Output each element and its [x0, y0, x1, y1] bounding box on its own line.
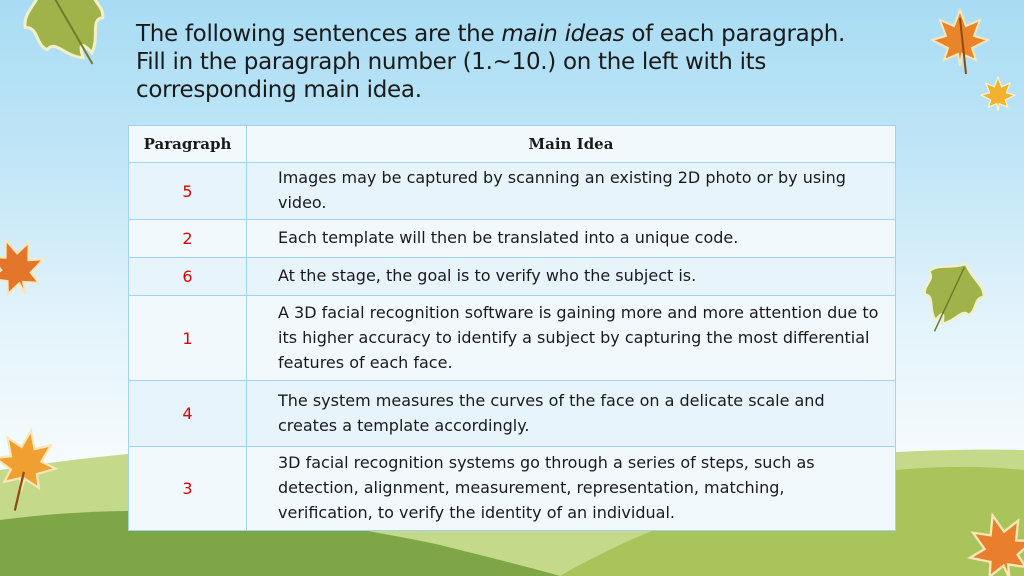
main-idea-text: Images may be captured by scanning an existing 2D photo or by using video. [247, 163, 896, 220]
paragraph-number: 2 [129, 220, 247, 258]
table-row [129, 381, 896, 447]
paragraph-number: 3 [129, 447, 247, 531]
table-row [129, 163, 896, 220]
title-emphasis: main ideas [501, 21, 625, 47]
oak-leaf-icon [905, 248, 995, 348]
table-row [129, 296, 896, 381]
main-idea-text: 3D facial recognition systems go through a series of steps, such as detection, alignment, measurement, representation, matching, verification, to verify the identity of an individual. [247, 447, 896, 531]
maple-leaf-icon [0, 426, 58, 518]
slide-title [136, 20, 936, 104]
maple-leaf-icon [980, 76, 1016, 112]
table-row [129, 220, 896, 258]
table-header-row [129, 126, 896, 163]
paragraph-number: 4 [129, 381, 247, 447]
main-idea-text: Each template will then be translated into a unique code. [247, 220, 896, 258]
title-line-2: Fill in the paragraph number (1.~10.) on the left with its [136, 49, 767, 75]
maple-leaf-icon [930, 8, 990, 76]
maple-leaf-icon [0, 236, 48, 306]
paragraph-number: 1 [129, 296, 247, 381]
title-text: of each paragraph. [624, 21, 846, 47]
paragraph-number: 5 [129, 163, 247, 220]
paragraph-number: 6 [129, 258, 247, 296]
table-row [129, 258, 896, 296]
main-idea-text: The system measures the curves of the face on a delicate scale and creates a template accordingly. [247, 381, 896, 447]
title-line-3: corresponding main idea. [136, 77, 422, 103]
main-idea-table [128, 125, 896, 531]
title-line-1 [136, 20, 936, 48]
oak-leaf-icon [10, 0, 130, 80]
maple-leaf-icon [966, 512, 1024, 576]
title-text: The following sentences are the [136, 21, 502, 47]
main-idea-text: A 3D facial recognition software is gaining more and more attention due to its higher accuracy to identify a subject by capturing the most differential features of each face. [247, 296, 896, 381]
header-paragraph: Paragraph [129, 126, 247, 163]
header-main-idea: Main Idea [247, 126, 896, 163]
main-idea-text: At the stage, the goal is to verify who the subject is. [247, 258, 896, 296]
table-row [129, 447, 896, 531]
